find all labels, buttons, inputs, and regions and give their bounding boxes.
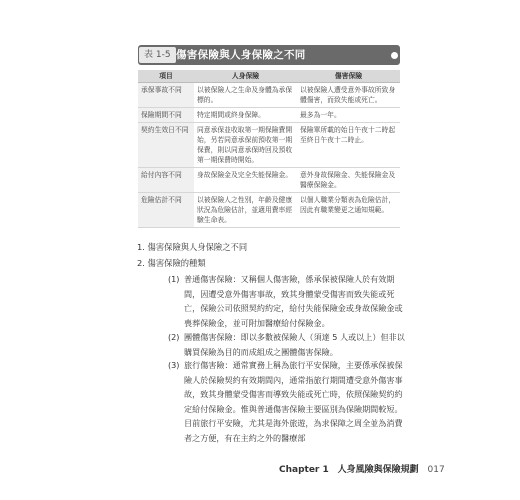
table-row: [138, 123, 400, 168]
life-cell: 同意承保並收取第一期保險費開始，另若同意承保前預收第一期保費，則以同意承保時回及預收第一期保費時開始。: [194, 123, 297, 168]
table-row: [138, 108, 400, 123]
header-item: 項目: [138, 70, 194, 83]
life-cell: 特定期間或終身保障。: [194, 108, 297, 123]
table-row: [138, 83, 400, 108]
row-category: 危險估計不同: [138, 193, 194, 228]
table-number-tag: 表 1-5: [139, 47, 176, 63]
comparison-table: [138, 70, 400, 228]
life-cell: 以被保險人之性別，年齡及健康狀況為危險估計，並適用費率經驗生命表。: [194, 193, 297, 228]
list-item-number: (2): [168, 332, 180, 342]
accident-cell: 最多為一年。: [297, 108, 400, 123]
header-life-insurance: 人身保險: [194, 70, 297, 83]
row-category: 保險期間不同: [138, 108, 194, 123]
footer-chapter: Chapter 1: [279, 465, 329, 475]
row-category: 契約生效日不同: [138, 123, 194, 168]
table-title: 傷害保險與人身保險之不同: [176, 49, 306, 61]
table-row: [138, 193, 400, 228]
list-item-number: (1): [168, 274, 180, 284]
list-item: [168, 358, 408, 445]
table-header-row: [138, 70, 400, 83]
title-bullet-dot: [391, 52, 398, 59]
page-footer: [279, 464, 445, 476]
list-item-text: 旅行傷害險：通常實務上稱為旅行平安保險，主要係承保被保險人於保險契約有效期間內，通常指旅行期間遭受意外傷害事故，致其身體蒙受傷害而導致失能或死亡時，依照保險契約約定給付保險金。惟與普通傷害保險主要區別為保險期間較短。目前旅行平安險，尤其是海外旅遊，為求保障之周全並為消費者之方便，有在主約之外的醫療部: [184, 360, 403, 443]
row-category: 給付內容不同: [138, 168, 194, 193]
list-item: [168, 272, 408, 330]
header-accident-insurance: 傷害保險: [297, 70, 400, 83]
page-number: 017: [427, 465, 445, 475]
accident-cell: 以個人職業分類表為危險估計，因此有職業變更之通知規範。: [297, 193, 400, 228]
section-heading-2: 2. 傷害保險的種類: [137, 258, 206, 268]
list-item-text: 團體傷害保險：即以多數被保險人（須達 5 人或以上）但非以購買保險為目的而成組成之團體傷害保險。: [184, 332, 405, 357]
life-cell: 以被保險人之生命及身體為承保標的。: [194, 83, 297, 108]
footer-chapter-title: 人身風險與保險規劃: [337, 465, 419, 475]
accident-cell: 以被保險人遭受意外事故所致身體傷害，而致失能或死亡。: [297, 83, 400, 108]
list-item: [168, 330, 408, 359]
table-row: [138, 168, 400, 193]
accident-cell: 意外身故保險金、失能保險金及醫療保險金。: [297, 168, 400, 193]
life-cell: 身故保險金及完全失能保險金。: [194, 168, 297, 193]
row-category: 承保事故不同: [138, 83, 194, 108]
list-item-number: (3): [168, 360, 180, 370]
section-heading-1: 1. 傷害保險與人身保險之不同: [137, 242, 248, 252]
accident-cell: 保險單所載的始日午夜十二時起至終日午夜十二時止。: [297, 123, 400, 168]
list-item-text: 普通傷害保險：又稱個人傷害險，係承保被保險人於有效期間，因遭受意外傷害事故，致其身體蒙受傷害而致失能或死亡，保險公司依照契約約定，給付失能保險金或身故保險金或喪葬保險金，並可附加醫療給付保險金。: [184, 274, 403, 328]
